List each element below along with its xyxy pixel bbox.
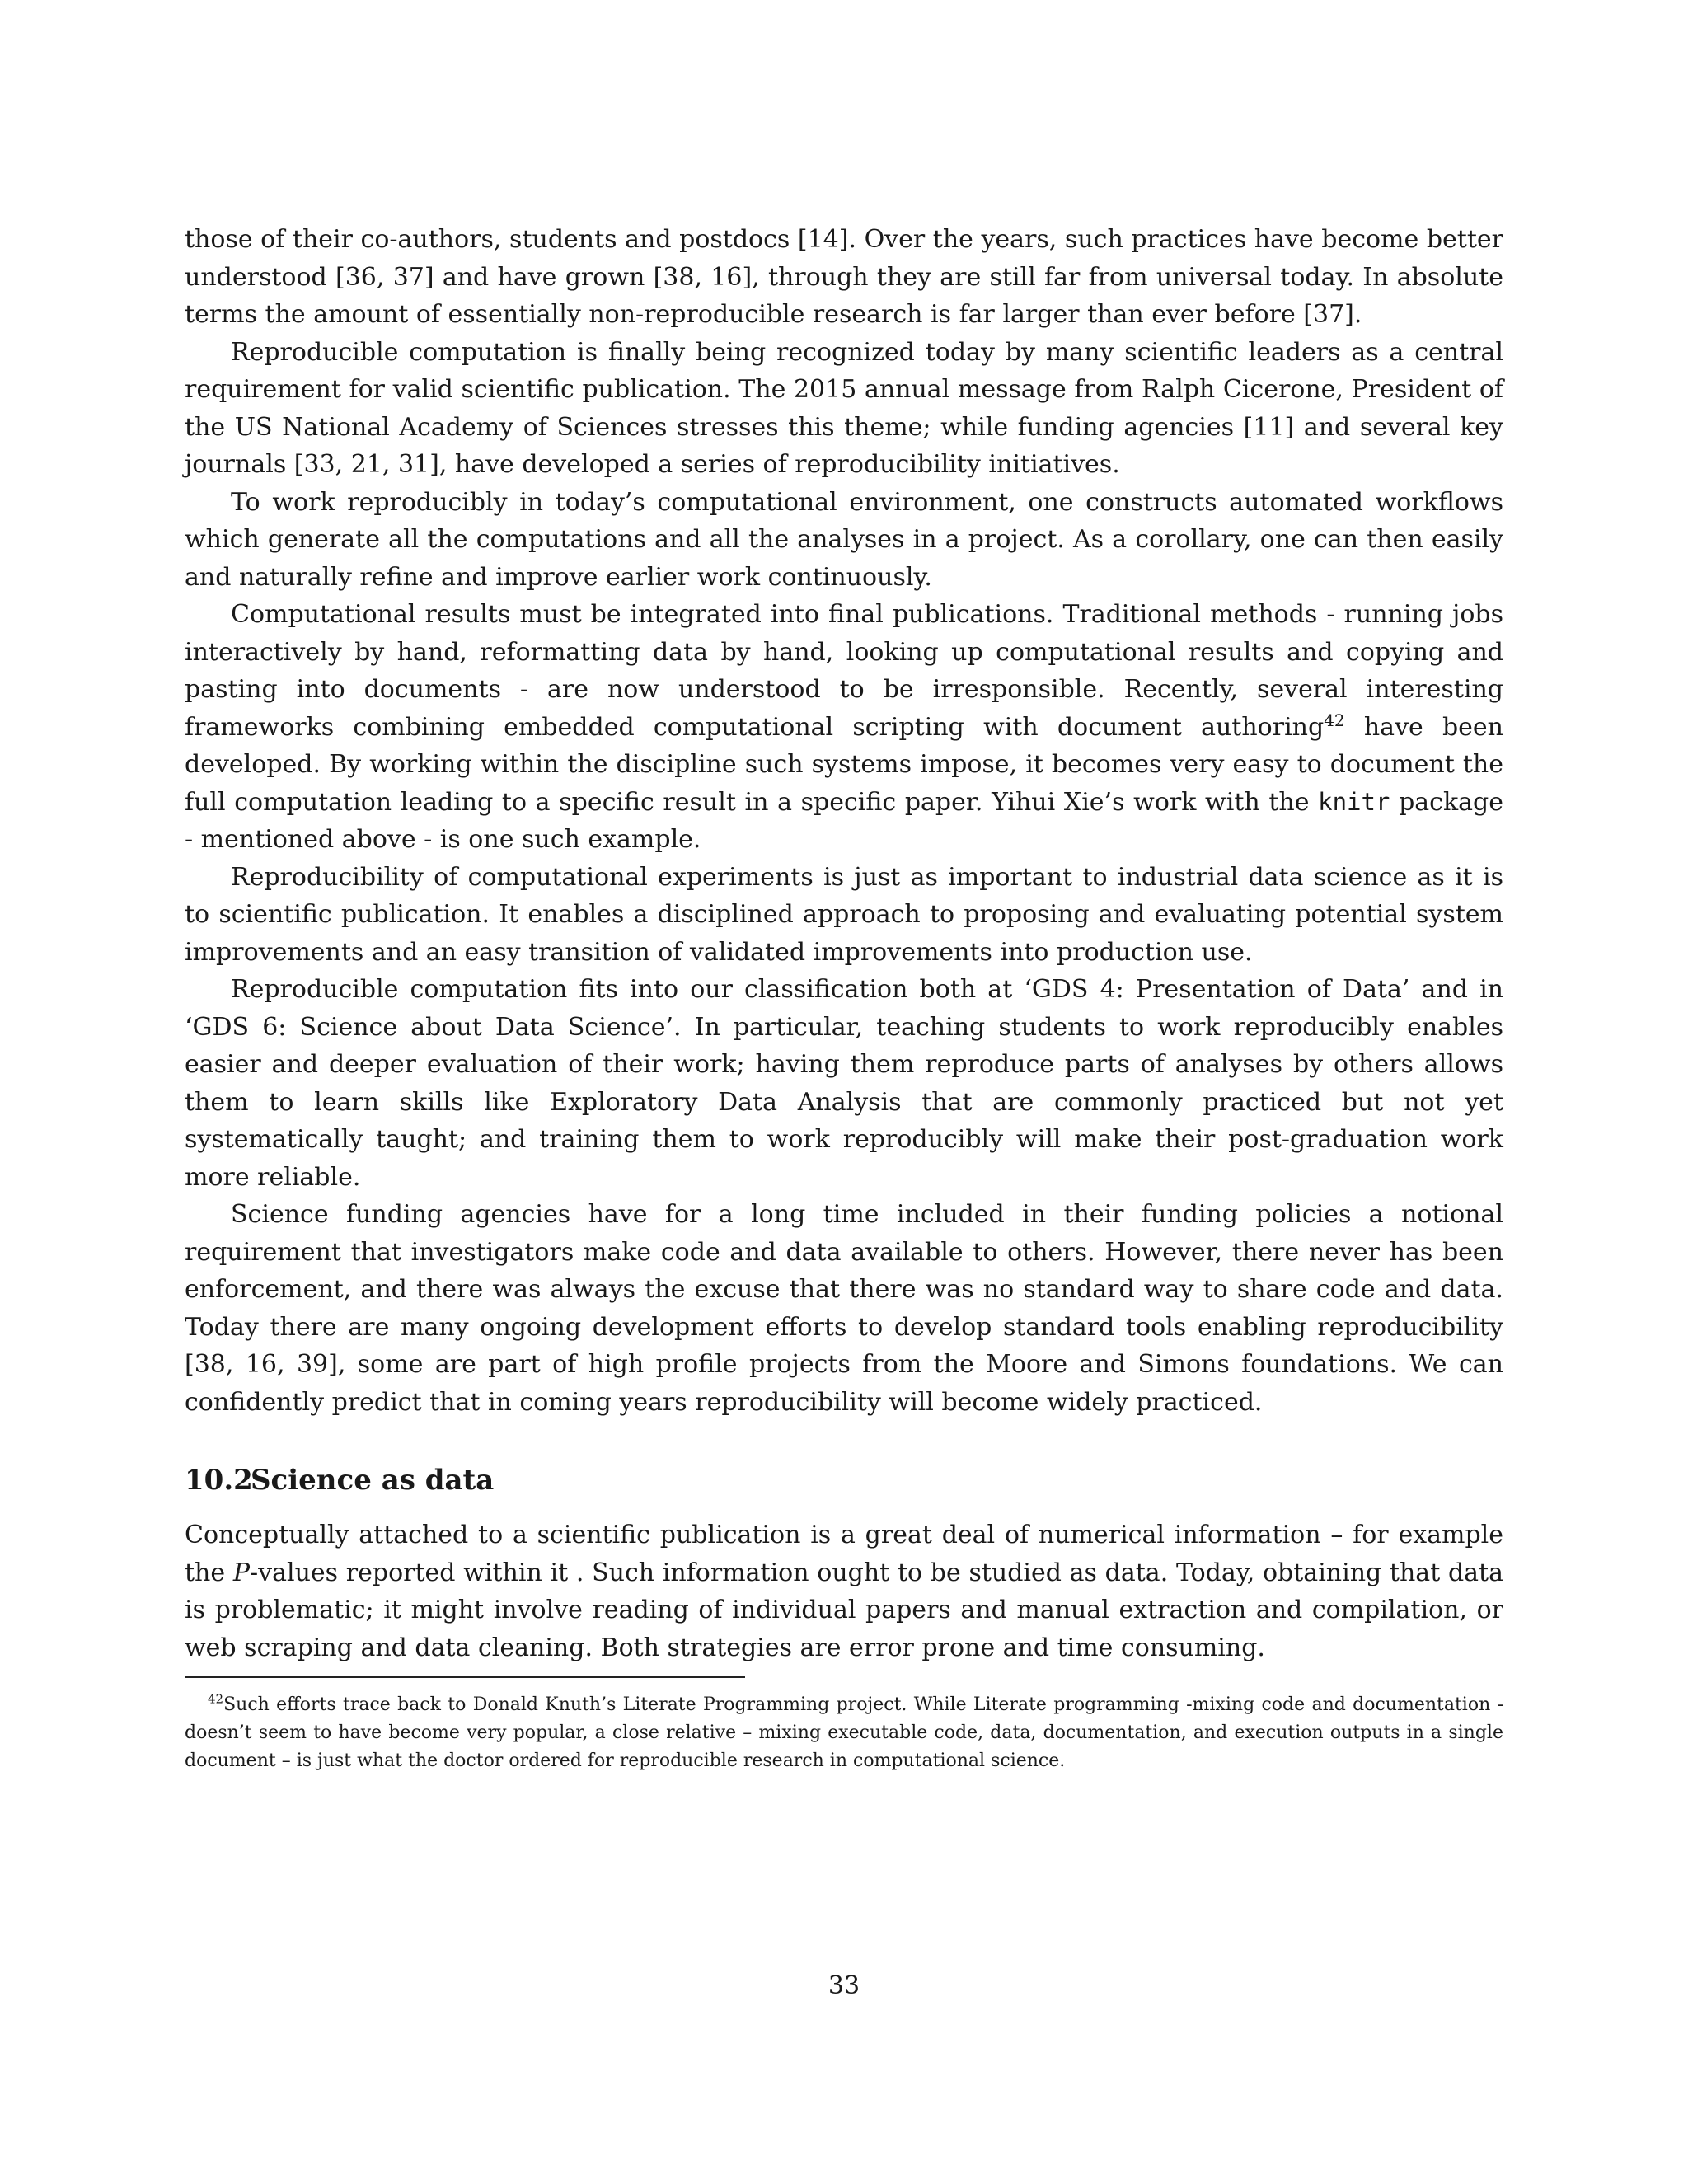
code-package-name: knitr (1318, 787, 1390, 816)
paragraph-industrial-data-science: Reproducibility of computational experiments is just as important to industrial data science as it is to scientific publication. It enables a disciplined approach to proposing and evaluating potential system improvements and an easy transition of validated improvements into production use. (185, 862, 1503, 967)
footnote-divider (185, 1676, 745, 1678)
paragraph-text-part-b: have been developed. By working within the discipline such systems impose, it becomes very easy to document the full computation leading to a specific result in a specific paper. Yihui Xie’s work with the (185, 712, 1504, 817)
paragraph-reproducible-computation-recognized: Reproducible computation is finally being recognized today by many scientific leaders as a central requirement for valid scientific publication. The 2015 annual message from Ralph Cicerone, President of the US National Academy of Sciences stresses this theme; while funding agencies [11] and several key journals [33, 21, 31], have developed a series of reproducibility initiatives. (185, 337, 1503, 479)
paragraph-funding-agencies: Science funding agencies have for a long time included in their funding policies a notional requirement that investigators make code and data available to others. However, there never has been enforcement, and there was always the excuse that there was no standard way to share code and data. Today there are many ongoing development efforts to develop standard tools enabling reproducibility [38, 16, 39], some are part of high profile projects from the Moore and Simons foundations. We can confidently predict that in coming years reproducibility will become widely practiced. (185, 1200, 1503, 1417)
footnote-text: Such efforts trace back to Donald Knuth’s Literate Programming project. While Literate programming -mixing code and documentation - doesn’t seem to have become very popular, a close relative – mixing executable code, data, documentation, and execution outputs in a single document – is just what the doctor ordered for reproducible research in computational science. (185, 1694, 1503, 1771)
paragraph-automated-workflows: To work reproducibly in today’s computational environment, one constructs automated workflows which generate all the computations and all the analyses in a project. As a corollary, one can then easily and naturally refine and improve earlier work continuously. (185, 487, 1503, 592)
section-title: Science as data (251, 1464, 495, 1497)
section-heading (185, 1462, 1503, 1498)
paragraph-text-part-c: package - mentioned above - is one such example. (185, 787, 1503, 854)
footnote-reference[interactable]: 42 (1324, 710, 1345, 730)
paragraph-integration-into-publications (185, 596, 1503, 859)
section-number: 10.2 (185, 1464, 253, 1497)
footnote-marker: 42 (208, 1691, 224, 1707)
page-number: 33 (828, 1971, 860, 2000)
paragraph-text-part-b: -values reported within it . Such information ought to be studied as data. Today, obtaining that data is problematic; it might involve reading of individual papers and manual extraction and compilation, or web scraping and data cleaning. Both strategies are error prone and time consuming. (185, 1558, 1503, 1662)
math-variable-p: P (232, 1558, 251, 1587)
paragraph-text-part-a: Conceptually attached to a scientific publication is a great deal of numerical information – for example the (185, 1521, 1503, 1587)
page-body (185, 221, 1503, 1775)
footnote-42 (185, 1691, 1503, 1775)
paragraph-science-as-data (185, 1516, 1503, 1666)
paragraph-text-part-a: Computational results must be integrated into final publications. Traditional methods - running jobs interactively by hand, reformatting data by hand, looking up computational results and copying and pasting into documents - are now understood to be irresponsible. Recently, several interesting frameworks combining embedded computational scripting with document authoring (185, 600, 1503, 742)
paragraph-reproducibility-history: those of their co-authors, students and postdocs [14]. Over the years, such practices have become better understood [36, 37] and have grown [38, 16], through they are still far from universal today. In absolute terms the amount of essentially non-reproducible research is far larger than ever before [37]. (185, 225, 1503, 329)
paragraph-gds-classification: Reproducible computation fits into our classification both at ‘GDS 4: Presentation of Data’ and in ‘GDS 6: Science about Data Science’. In particular, teaching students to work reproducibly enables easier and deeper evaluation of their work; having them reproduce parts of analyses by others allows them to learn skills like Exploratory Data Analysis that are commonly practiced but not yet systematically taught; and training them to work reproducibly will make their post-graduation work more reliable. (185, 975, 1503, 1192)
